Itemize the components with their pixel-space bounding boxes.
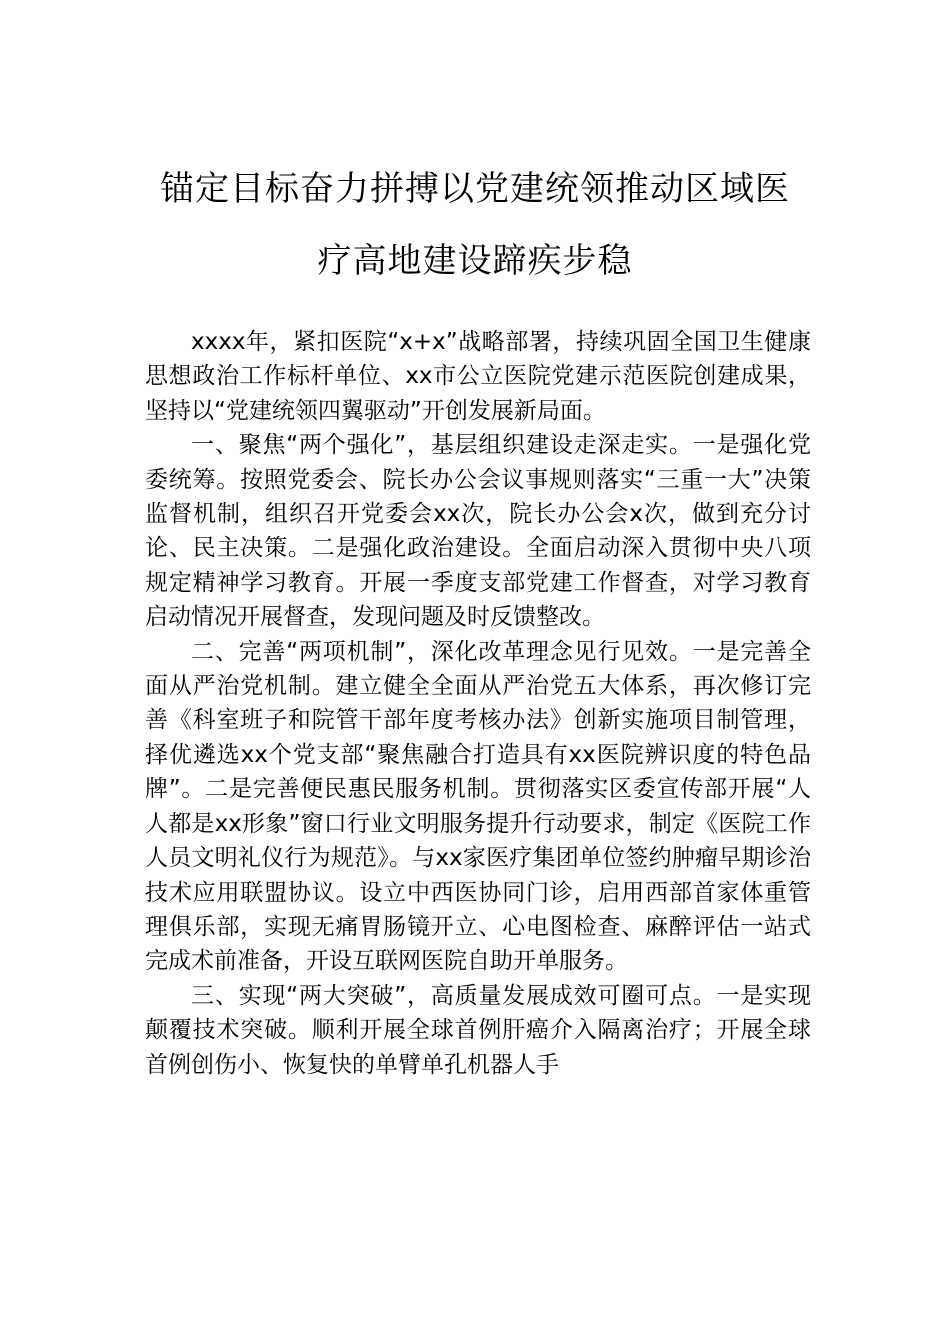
- paragraph-section-3: 三、实现“两大突破”，高质量发展成效可圈可点。一是实现颠覆技术突破。顺利开展全球首例肝癌介入隔离治疗；开展全球首例创伤小、恢复快的单臂单孔机器人手: [145, 982, 811, 1078]
- document-title-line-1: 锚定目标奋力拼搏以党建统领推动区域医: [160, 169, 790, 209]
- document-body: [145, 325, 811, 1082]
- document-title-line-2: 疗高地建设蹄疾步稳: [317, 241, 633, 281]
- paragraph-intro: xxxx年，紧扣医院“x+x”战略部署，持续巩固全国卫生健康思想政治工作标杆单位、xx市公立医院党建示范医院创建成果，坚持以“党建统领四翼驱动”开创发展新局面。: [145, 329, 811, 424]
- paragraph-section-1: 一、聚焦“两个强化”，基层组织建设走深走实。一是强化党委统筹。按照党委会、院长办公会议事规则落实“三重一大”决策监督机制，组织召开党委会xx次，院长办公会x次，做到充分讨论、民主决策。二是强化政治建设。全面启动深入贯彻中央八项规定精神学习教育。开展一季度支部党建工作督查，对学习教育启动情况开展督查，发现问题及时反馈整改。: [145, 432, 811, 631]
- paragraph-section-2: 二、完善“两项机制”，深化改革理念见行见效。一是完善全面从严治党机制。建立健全全面从严治党五大体系，再次修订完善《科室班子和院管干部年度考核办法》创新实施项目制管理，择优遴选xx个党支部“聚焦融合打造具有xx医院辨识度的特色品牌”。二是完善便民惠民服务机制。贯彻落实区委宣传部开展“人人都是xx形象”窗口行业文明服务提升行动要求，制定《医院工作人员文明礼仪行为规范》。与xx家医疗集团单位签约肿瘤早期诊治技术应用联盟协议。设立中西医协同门诊，启用西部首家体重管理俱乐部，实现无痛胃肠镜开立、心电图检查、麻醉评估一站式完成术前准备，开设互联网医院自助开单服务。: [145, 638, 811, 975]
